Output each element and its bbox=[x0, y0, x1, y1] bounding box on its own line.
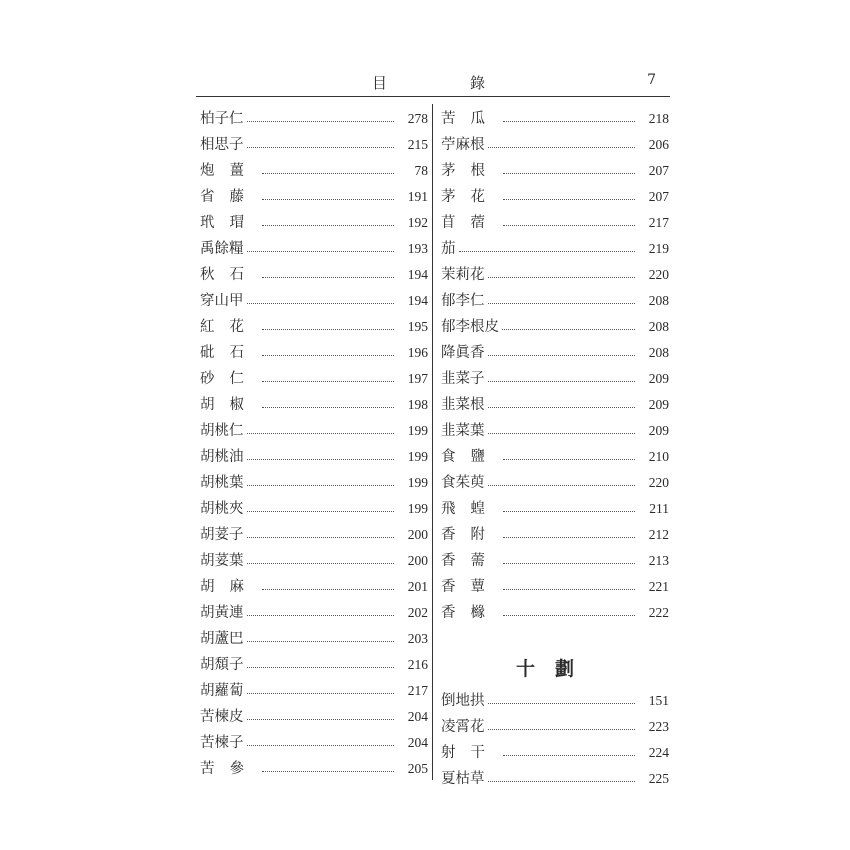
toc-entry bbox=[200, 652, 428, 678]
entry-page-number: 199 bbox=[407, 423, 428, 438]
entry-page-number: 224 bbox=[648, 745, 669, 760]
dot-leader bbox=[503, 511, 635, 512]
entry-name: 胡蘿蔔 bbox=[200, 683, 244, 699]
toc-entry bbox=[441, 740, 669, 766]
entry-page-number: 199 bbox=[407, 475, 428, 490]
entry-name: 茅花 bbox=[441, 189, 500, 205]
toc-entry bbox=[441, 158, 669, 184]
entry-name: 苦楝皮 bbox=[200, 709, 244, 725]
entry-page-number: 151 bbox=[648, 693, 669, 708]
entry-page-number: 216 bbox=[407, 657, 428, 672]
entry-page-number: 207 bbox=[648, 163, 669, 178]
toc-entry bbox=[441, 418, 669, 444]
dot-leader bbox=[247, 433, 395, 434]
header-rule bbox=[196, 96, 670, 97]
toc-entry bbox=[200, 730, 428, 756]
entry-name: 食茱萸 bbox=[441, 475, 485, 491]
entry-page-number: 199 bbox=[407, 501, 428, 516]
entry-page-number: 221 bbox=[648, 579, 669, 594]
toc-entry bbox=[441, 106, 669, 132]
entry-name: 苦參 bbox=[200, 761, 259, 777]
toc-entry bbox=[200, 366, 428, 392]
entry-name: 胡荽葉 bbox=[200, 553, 244, 569]
entry-page-number: 200 bbox=[407, 553, 428, 568]
entry-page-number: 197 bbox=[407, 371, 428, 386]
dot-leader bbox=[488, 407, 636, 408]
page-header bbox=[196, 72, 670, 94]
entry-name: 砒石 bbox=[200, 345, 259, 361]
entry-name: 射干 bbox=[441, 745, 500, 761]
dot-leader bbox=[503, 225, 635, 226]
dot-leader bbox=[247, 641, 395, 642]
entry-name: 炮薑 bbox=[200, 163, 259, 179]
entry-name: 茅根 bbox=[441, 163, 500, 179]
dot-leader bbox=[247, 459, 395, 460]
entry-name: 胡荽子 bbox=[200, 527, 244, 543]
dot-leader bbox=[262, 355, 394, 356]
dot-leader bbox=[488, 381, 636, 382]
toc-entry bbox=[441, 262, 669, 288]
entry-page-number: 208 bbox=[648, 319, 669, 334]
entry-name: 凌霄花 bbox=[441, 719, 485, 735]
entry-name: 苧麻根 bbox=[441, 137, 485, 153]
dot-leader bbox=[488, 729, 636, 730]
entry-name: 韭菜根 bbox=[441, 397, 485, 413]
toc-entry bbox=[200, 158, 428, 184]
entry-page-number: 209 bbox=[648, 423, 669, 438]
dot-leader bbox=[503, 615, 635, 616]
entry-page-number: 208 bbox=[648, 293, 669, 308]
dot-leader bbox=[262, 199, 394, 200]
entry-name: 降眞香 bbox=[441, 345, 485, 361]
entry-name: 省藤 bbox=[200, 189, 259, 205]
entry-name: 胡桃夾 bbox=[200, 501, 244, 517]
toc-entry bbox=[200, 704, 428, 730]
toc-entry bbox=[441, 210, 669, 236]
toc-entry bbox=[441, 548, 669, 574]
entry-name: 香附 bbox=[441, 527, 500, 543]
dot-leader bbox=[503, 589, 635, 590]
entry-page-number: 220 bbox=[648, 267, 669, 282]
entry-name: 茄 bbox=[441, 241, 456, 257]
toc-entry bbox=[441, 288, 669, 314]
dot-leader bbox=[247, 719, 395, 720]
entry-page-number: 222 bbox=[648, 605, 669, 620]
entry-name: 相思子 bbox=[200, 137, 244, 153]
header-title-part2: 錄 bbox=[470, 74, 486, 92]
dot-leader bbox=[503, 173, 635, 174]
toc-entry bbox=[200, 756, 428, 782]
entry-page-number: 219 bbox=[648, 241, 669, 256]
entry-page-number: 193 bbox=[407, 241, 428, 256]
entry-name: 郁李根皮 bbox=[441, 319, 499, 335]
toc-entry bbox=[441, 340, 669, 366]
dot-leader bbox=[247, 745, 395, 746]
dot-leader bbox=[488, 355, 636, 356]
entry-page-number: 194 bbox=[407, 267, 428, 282]
entry-name: 胡麻 bbox=[200, 579, 259, 595]
entry-page-number: 206 bbox=[648, 137, 669, 152]
toc-entry bbox=[200, 574, 428, 600]
toc-entry bbox=[441, 496, 669, 522]
toc-entry bbox=[200, 522, 428, 548]
toc-entry bbox=[200, 444, 428, 470]
column-divider bbox=[432, 104, 433, 780]
entry-page-number: 209 bbox=[648, 397, 669, 412]
entry-page-number: 198 bbox=[407, 397, 428, 412]
entry-name: 食鹽 bbox=[441, 449, 500, 465]
dot-leader bbox=[262, 407, 394, 408]
entry-page-number: 194 bbox=[407, 293, 428, 308]
toc-entry bbox=[441, 236, 669, 262]
dot-leader bbox=[247, 121, 395, 122]
entry-name: 郁李仁 bbox=[441, 293, 485, 309]
header-title-part1: 目 bbox=[372, 74, 388, 92]
entry-name: 胡頹子 bbox=[200, 657, 244, 673]
dot-leader bbox=[247, 511, 395, 512]
toc-entry bbox=[441, 522, 669, 548]
dot-leader bbox=[503, 199, 635, 200]
dot-leader bbox=[247, 303, 395, 304]
dot-leader bbox=[503, 459, 635, 460]
entry-name: 香薷 bbox=[441, 553, 500, 569]
toc-entry bbox=[441, 470, 669, 496]
toc-entry bbox=[200, 106, 428, 132]
toc-entry bbox=[441, 132, 669, 158]
dot-leader bbox=[488, 781, 636, 782]
toc-entry bbox=[441, 366, 669, 392]
dot-leader bbox=[488, 147, 636, 148]
entry-page-number: 211 bbox=[649, 501, 669, 516]
entry-name: 苦瓜 bbox=[441, 111, 500, 127]
toc-entry bbox=[200, 626, 428, 652]
toc-entry bbox=[200, 470, 428, 496]
toc-entry bbox=[441, 600, 669, 626]
dot-leader bbox=[488, 433, 636, 434]
entry-page-number: 212 bbox=[648, 527, 669, 542]
entry-name: 苜蓿 bbox=[441, 215, 500, 231]
toc-entry bbox=[200, 496, 428, 522]
dot-leader bbox=[262, 225, 394, 226]
toc-entry bbox=[441, 444, 669, 470]
dot-leader bbox=[503, 755, 635, 756]
entry-name: 胡桃油 bbox=[200, 449, 244, 465]
dot-leader bbox=[503, 537, 635, 538]
toc-entry bbox=[200, 236, 428, 262]
toc-entry bbox=[200, 678, 428, 704]
entry-page-number: 195 bbox=[407, 319, 428, 334]
toc-entry bbox=[200, 418, 428, 444]
dot-leader bbox=[488, 303, 636, 304]
toc-entry bbox=[200, 392, 428, 418]
dot-leader bbox=[247, 537, 395, 538]
entry-page-number: 204 bbox=[407, 735, 428, 750]
toc-entry bbox=[441, 184, 669, 210]
entry-page-number: 199 bbox=[407, 449, 428, 464]
entry-page-number: 210 bbox=[648, 449, 669, 464]
toc-entry bbox=[200, 132, 428, 158]
toc-entry bbox=[200, 600, 428, 626]
dot-leader bbox=[262, 173, 394, 174]
entry-name: 胡桃葉 bbox=[200, 475, 244, 491]
toc-entry bbox=[441, 714, 669, 740]
entry-name: 飛蝗 bbox=[441, 501, 500, 517]
entry-name: 夏枯草 bbox=[441, 771, 485, 787]
entry-name: 禹餘糧 bbox=[200, 241, 244, 257]
toc-entry bbox=[200, 548, 428, 574]
entry-page-number: 204 bbox=[407, 709, 428, 724]
entry-page-number: 192 bbox=[407, 215, 428, 230]
entry-name: 韭菜葉 bbox=[441, 423, 485, 439]
toc-entry bbox=[200, 184, 428, 210]
dot-leader bbox=[247, 147, 395, 148]
entry-page-number: 200 bbox=[407, 527, 428, 542]
toc-entry bbox=[441, 688, 669, 714]
entry-name: 韭菜子 bbox=[441, 371, 485, 387]
toc-entry bbox=[200, 314, 428, 340]
entry-page-number: 208 bbox=[648, 345, 669, 360]
dot-leader bbox=[262, 329, 394, 330]
entry-name: 香櫞 bbox=[441, 605, 500, 621]
entry-page-number: 207 bbox=[648, 189, 669, 204]
entry-name: 苦楝子 bbox=[200, 735, 244, 751]
entry-name: 胡蘆巴 bbox=[200, 631, 244, 647]
entry-name: 玳瑁 bbox=[200, 215, 259, 231]
dot-leader bbox=[262, 277, 394, 278]
entry-page-number: 217 bbox=[407, 683, 428, 698]
entry-name: 秋石 bbox=[200, 267, 259, 283]
dot-leader bbox=[488, 485, 636, 486]
toc-entry bbox=[441, 766, 669, 792]
toc-entry bbox=[441, 314, 669, 340]
dot-leader bbox=[247, 563, 395, 564]
left-column bbox=[200, 106, 428, 782]
entry-name: 胡桃仁 bbox=[200, 423, 244, 439]
dot-leader bbox=[247, 251, 395, 252]
dot-leader bbox=[247, 667, 395, 668]
entry-page-number: 225 bbox=[648, 771, 669, 786]
entry-page-number: 223 bbox=[648, 719, 669, 734]
entry-page-number: 201 bbox=[407, 579, 428, 594]
toc-entry bbox=[441, 574, 669, 600]
dot-leader bbox=[262, 381, 394, 382]
entry-page-number: 218 bbox=[648, 111, 669, 126]
dot-leader bbox=[503, 121, 635, 122]
toc-entry bbox=[200, 210, 428, 236]
dot-leader bbox=[459, 251, 636, 252]
dot-leader bbox=[247, 485, 395, 486]
entry-page-number: 213 bbox=[648, 553, 669, 568]
dot-leader bbox=[503, 563, 635, 564]
dot-leader bbox=[502, 329, 635, 330]
dot-leader bbox=[262, 589, 394, 590]
dot-leader bbox=[262, 771, 394, 772]
dot-leader bbox=[488, 703, 636, 704]
entry-page-number: 202 bbox=[407, 605, 428, 620]
toc-entry bbox=[441, 392, 669, 418]
toc-entry bbox=[200, 340, 428, 366]
section-spacer bbox=[441, 626, 669, 644]
entry-name: 紅花 bbox=[200, 319, 259, 335]
entry-page-number: 217 bbox=[648, 215, 669, 230]
right-column bbox=[441, 106, 669, 792]
entry-name: 砂仁 bbox=[200, 371, 259, 387]
entry-page-number: 78 bbox=[414, 163, 428, 178]
dot-leader bbox=[247, 693, 395, 694]
entry-page-number: 278 bbox=[407, 111, 428, 126]
entry-page-number: 220 bbox=[648, 475, 669, 490]
entry-name: 柏子仁 bbox=[200, 111, 244, 127]
toc-entry bbox=[200, 262, 428, 288]
entry-name: 倒地拱 bbox=[441, 693, 485, 709]
entry-name: 胡椒 bbox=[200, 397, 259, 413]
entry-page-number: 205 bbox=[407, 761, 428, 776]
entry-page-number: 203 bbox=[407, 631, 428, 646]
entry-name: 胡黃連 bbox=[200, 605, 244, 621]
entry-page-number: 215 bbox=[407, 137, 428, 152]
entry-page-number: 191 bbox=[407, 189, 428, 204]
entry-page-number: 196 bbox=[407, 345, 428, 360]
page-number: 7 bbox=[647, 72, 656, 88]
entry-name: 穿山甲 bbox=[200, 293, 244, 309]
entry-name: 香蕈 bbox=[441, 579, 500, 595]
toc-entry bbox=[200, 288, 428, 314]
entry-page-number: 209 bbox=[648, 371, 669, 386]
dot-leader bbox=[488, 277, 636, 278]
dot-leader bbox=[247, 615, 395, 616]
entry-name: 茉莉花 bbox=[441, 267, 485, 283]
section-heading: 十劃 bbox=[515, 658, 594, 680]
